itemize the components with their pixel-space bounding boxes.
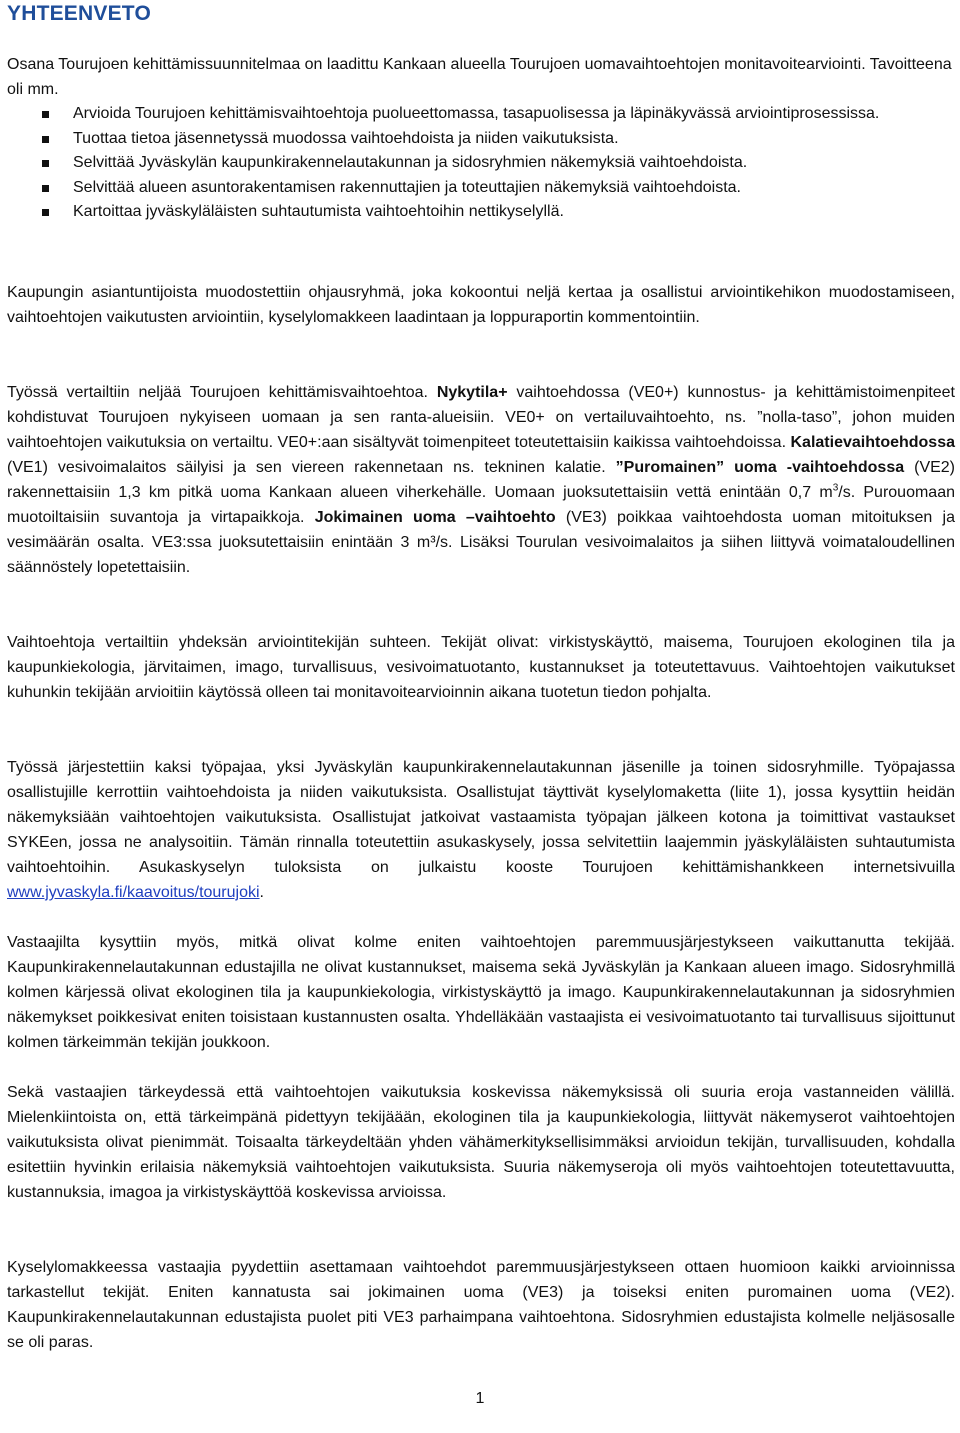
goal-text: Kartoittaa jyväskyläläisten suhtautumista vaihtoehtoihin nettikyselyllä. [73, 203, 564, 220]
bold-term: Kalatievaihtoehdossa [790, 434, 955, 451]
goal-item [7, 200, 955, 225]
text-segment: Työssä järjestettiin kaksi työpajaa, yksi Jyväskylän kaupunkirakennelautakunnan jäsenille ja toinen sidosryhmille. Työpajassa osallistujille kerrottiin vaihtoehdoista ja niiden vaikutuksista. Osallistujat täyttivät kyselylomaketta (liite 1), jossa kysyttiin heidän näkemyksiään vaihtoehtojen vaikutuksista. Osallistujat jatkoivat vastaamista työpajan jälkeen kotona ja toimittivat vastaukset SYKEen, jossa ne analysoitiin. Tämän rinnalla toteutettiin asukaskysely, jossa selvitettiin laajemmin jyäskyläläisten suhtautumista vaihtoehtoihin. Asukaskyselyn tuloksista on julkaistu kooste Tourujoen kehittämishankkeen internetsivuilla [7, 759, 955, 876]
page-number: 1 [475, 1390, 485, 1407]
bold-term: Jokimainen uoma –vaihtoehto [314, 509, 556, 526]
paragraph-alternatives [7, 380, 955, 580]
square-bullet-icon [42, 111, 49, 118]
square-bullet-icon [42, 160, 49, 167]
paragraph-differences: Sekä vastaajien tärkeydessä että vaihtoehtojen vaikutuksia koskevissa näkemyksissä oli suuria eroja vastanneiden välillä. Mielenkiintoista on, että tärkeimpänä pidettyyn tekijäään, ekologinen tila ja kaupunkiekologia, liittyvät näkemyserot vaihtoehtojen vaikutuksista olivat pienimmät. Toisaalta tärkeydeltään yhden vähämerkityksellisimmäksi arvioidun tekijän, turvallisuuden, kohdalla esitettiin hyvinkin erilaisia näkemyksiä vaihtoehtojen vaikutuksista. Suuria näkemyseroja oli myös vaihtoehtojen toteutettavuutta, kustannuksia, imagoa ja virkistyskäyttöä koskevissa arvioissa. [7, 1084, 955, 1201]
text-segment: . [259, 884, 264, 901]
bold-term: ”Puromainen” uoma -vaihtoehdossa [615, 459, 905, 476]
text-segment: (VE2) rakennettaisiin 1,3 km pitkä uoma Kankaan alueen viherkehälle. Uomaan juoksutettaisiin vettä enintään 0,7 m [7, 459, 956, 501]
goal-text: Arvioida Tourujoen kehittämisvaihtoehtoja puolueettomassa, tasapuolisessa ja läpinäkyvässä arviointiprosessissa. [73, 105, 880, 122]
superscript: 3 [832, 482, 839, 494]
section-heading: YHTEENVETO [7, 2, 151, 25]
square-bullet-icon [42, 209, 49, 216]
goal-text: Selvittää Jyväskylän kaupunkirakennelautakunnan ja sidosryhmien näkemyksiä vaihtoehdoista. [73, 154, 748, 171]
paragraph-workshops [7, 755, 955, 905]
text-segment: vaihtoehdossa (VE0+) kunnostus- ja kehittämistoimenpiteet kohdistuvat Tourujoen nykyiseen uomaan ja sen ranta-alueisiin. VE0+ on vertailuvaihtoehto, ns. ”nolla-taso”, johon muiden vaihtoehtojen vaikutuksia on vertailtu. VE0+:aan sisältyvät toimenpiteet toteutettaisiin kaikissa vaihtoehdoissa. [7, 384, 956, 451]
square-bullet-icon [42, 136, 49, 143]
paragraph-important-factors: Vastaajilta kysyttiin myös, mitkä olivat kolme eniten vaihtoehtojen paremmuusjärjestykseen vaikuttanutta tekijää. Kaupunkirakennelautakunnan edustajilla ne olivat kustannukset, maisema sekä Jyväskylän ja Kankaan alueen imago. Sidosryhmillä kolmen kärjessä olivat ekologinen tila ja kaupunkiekologia, virkistyskäyttö ja imago. Kaupunkirakennelautakunnan ja sidosryhmien näkemykset poikkesivat eniten toisistaan kustannusten osalta. Yhdelläkään vastaajista ei vesivoimatuotanto tai turvallisuus sijoittunut kolmen tärkeimmän tekijän joukkoon. [7, 934, 955, 1051]
goal-item [7, 176, 955, 201]
intro-paragraph: Osana Tourujoen kehittämissuunnitelmaa on laadittu Kankaan alueella Tourujoen uomavaihtoehtojen monitavoitearviointi. Tavoitteena oli mm. [7, 56, 952, 98]
square-bullet-icon [42, 185, 49, 192]
text-segment: /s. Purouomaan muotoiltaisiin suvantoja ja virtapaikkoja. [7, 484, 956, 526]
goal-text: Tuottaa tietoa jäsennetyssä muodossa vaihtoehdoista ja niiden vaikutuksista. [73, 129, 619, 147]
goal-item [7, 127, 955, 152]
text-segment: (VE3) poikkaa vaihtoehdosta uoman mitoituksen ja vesimäärän osalta. VE3:ssa juoksutettaisiin enintään 3 m³/s. Lisäksi Tourulan vesivoimalaitos ja siihen liittyvä voimataloudellinen säännöstely lopetettaisiin. [7, 509, 956, 576]
text-segment: (VE1) vesivoimalaitos säilyisi ja sen viereen rakennetaan ns. tekninen kalatie. [7, 459, 616, 476]
tourujoki-website-link[interactable]: www.jyvaskyla.fi/kaavoitus/tourujoki [7, 884, 260, 901]
goal-text: Selvittää alueen asuntorakentamisen rakennuttajien ja toteuttajien näkemyksiä vaihtoehdoista. [73, 178, 741, 196]
text-segment: Työssä vertailtiin neljää Tourujoen kehittämisvaihtoehtoa. [7, 384, 437, 401]
goal-item [7, 151, 955, 176]
goals-list [7, 102, 955, 225]
goal-item [7, 102, 955, 127]
paragraph-ranking: Kyselylomakkeessa vastaajia pyydettiin asettamaan vaihtoehdot paremmuusjärjestykseen ottaen huomioon kaikki arvioinnissa tarkastellut tekijät. Eniten kannatusta sai jokimainen uoma (VE3) ja toiseksi eniten puromainen uoma (VE2). Kaupunkirakennelautakunnan edustajista puolet piti VE3 parhaimpana vaihtoehtona. Sidosryhmien edustajista kolmelle neljäsosalle se oli paras. [7, 1259, 955, 1351]
paragraph-criteria: Vaihtoehtoja vertailtiin yhdeksän arviointitekijän suhteen. Tekijät olivat: virkistyskäyttö, maisema, Tourujoen ekologinen tila ja kaupunkiekologia, järvitaimen, imago, turvallisuus, vesivoimatuotanto, kustannukset ja toteutettavuus. Vaihtoehtojen vaikutukset kuhunkin tekijään arvioitiin käytössä olleen tai monitavoitearvioinnin aikana tuotetun tiedon pohjalta. [7, 634, 955, 701]
bold-term: Nykytila+ [436, 384, 508, 401]
paragraph-steering-group: Kaupungin asiantuntijoista muodostettiin ohjausryhmä, joka kokoontui neljä kertaa ja osallistui arviointikehikon muodostamiseen, vaihtoehtojen vaikutusten arviointiin, kyselylomakkeen laadintaan ja loppuraportin kommentointiin. [7, 284, 955, 326]
